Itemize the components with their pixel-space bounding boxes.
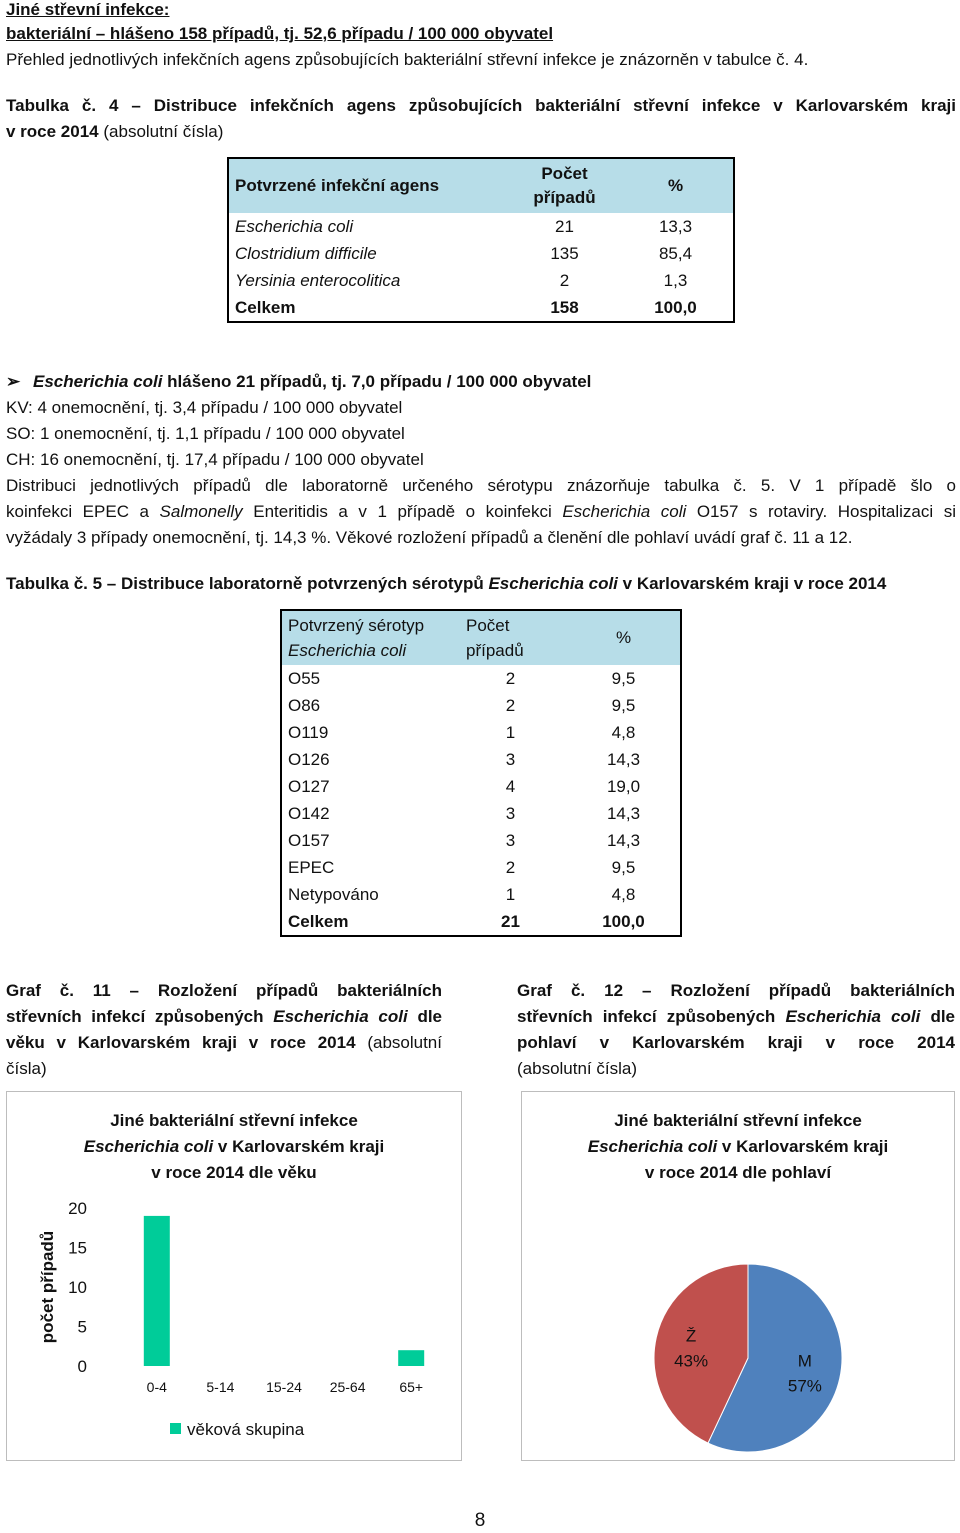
bullet-arrow-icon: ➢ [6,372,21,391]
ecoli-line-kv: KV: 4 onemocnění, tj. 3,4 případu / 100 000 obyvatel [6,398,403,417]
table5 [280,609,682,937]
table5-count: 2 [505,668,516,688]
table4-pct: 1,3 [663,270,688,290]
age-bar-chart [6,1091,462,1461]
table4-pct: 85,4 [658,243,693,263]
table5-count: 1 [505,722,516,742]
table-row [281,773,681,800]
table5-pct: 4,8 [611,884,636,904]
table5-serotype: EPEC [288,857,335,877]
table4-total-count: 158 [550,297,579,317]
table4-count: 2 [559,270,570,290]
table-row [228,240,734,267]
pie-slice-label: Ž [685,1326,697,1346]
table5-count: 3 [505,830,516,850]
x-tick-label: 5-14 [206,1379,235,1395]
legend-label: věková skupina [187,1420,305,1439]
table5-header-pct: % [615,628,632,647]
table-row [281,665,681,692]
table4-header-count: Počet případů [533,164,596,207]
ecoli-para1: Distribuci jednotlivých případů dle laboratorně určeného sérotypu znázorňuje tabulka č. 5. V 1 případě šlo o [6,476,956,495]
pie-slice-label: M [797,1351,812,1371]
table5-pct: 14,3 [606,749,641,769]
x-tick-label: 0-4 [146,1379,167,1395]
sex-chart-plot [522,1092,954,1460]
table5-count: 3 [505,749,516,769]
table5-pct: 9,5 [611,695,636,715]
table5-caption-end: v Karlovarském kraji v roce 2014 [622,574,887,593]
table5-pct: 14,3 [606,830,641,850]
table-row [281,854,681,881]
table4 [227,157,735,323]
y-tick-label: 0 [77,1357,87,1376]
overview-text: Přehled jednotlivých infekčních agens způsobujících bakteriální střevní infekce je znázorněn v tabulce č. 4. [6,50,809,69]
y-tick-label: 15 [68,1238,87,1258]
table5-serotype: O127 [288,776,330,796]
table4-caption-label: Tabulka č. 4 [6,96,119,115]
table5-header-count: Počet případů [466,616,524,660]
table5-pct: 9,5 [611,857,636,877]
table4-caption-line2 [6,122,223,142]
table4-total-label: Celkem [235,297,296,317]
legend-swatch [170,1423,181,1434]
table4-header-pct: % [667,176,684,195]
y-tick-label: 10 [68,1278,87,1297]
table-row [281,719,681,746]
ecoli-line-so: SO: 1 onemocnění, tj. 1,1 případu / 100 000 obyvatel [6,424,405,443]
ecoli-title-organism: Escherichia coli [32,372,163,391]
table-row [281,881,681,908]
table4-caption-note: (absolutní čísla) [103,122,224,141]
pie-slice-value: 57% [787,1376,822,1396]
table4-header-agent: Potvrzené infekční agens [235,176,440,195]
table4-total-row [228,294,734,322]
table5-count: 2 [505,695,516,715]
graf12-caption: Graf č. 12 – Rozložení případů bakteriálních střevních infekcí způsobených Escherichia coli dle pohlaví v Karlovarském kraji v roce 2014 (absolutní čísla) [517,981,955,1078]
bar [398,1350,424,1366]
table5-serotype: O119 [288,722,329,742]
table5-caption-text: – Distribuce laboratorně potvrzených sérotypů [106,574,484,593]
y-tick-label: 5 [77,1317,87,1337]
table-row [228,267,734,294]
table5-caption-organism: Escherichia coli [488,574,618,593]
bar [144,1216,170,1366]
table5-serotype: O126 [288,749,330,769]
table5-serotype: O157 [288,830,330,850]
pie-slice-value: 43% [674,1351,709,1371]
table4-count: 21 [555,216,574,236]
table-row [228,213,734,240]
table4-caption-year: v roce 2014 [6,122,99,141]
page-number: 8 [474,1510,486,1531]
table5-count: 1 [505,884,516,904]
y-axis-label: počet případů [38,1230,57,1344]
table5-total-row [281,908,681,936]
table5-total-pct: 100,0 [602,911,645,931]
section-heading: Jiné střevní infekce: [6,0,170,19]
table-row [281,746,681,773]
table5-serotype: O86 [288,695,321,715]
ecoli-para2: koinfekci EPEC a Salmonelly Enteritidis a v 1 případě o koinfekci Escherichia coli O157 s rotaviry. Hospitalizaci si [6,502,956,521]
table5-header-serotype: Potvrzený sérotyp Escherichia coli [288,616,425,660]
table5-total-count: 21 [501,911,520,931]
sex-pie-chart [521,1091,955,1461]
table4-header-row [228,158,734,213]
table-row [281,692,681,719]
table4-agent: Escherichia coli [235,216,354,236]
ecoli-title [6,372,591,392]
table4-agent: Yersinia enterocolitica [235,270,401,290]
table5-count: 3 [505,803,516,823]
table5-count: 2 [505,857,516,877]
table-row [281,827,681,854]
table5-pct: 14,3 [606,803,641,823]
table4-count: 135 [550,243,579,263]
age-chart-title: Jiné bakteriální střevní infekce Escherichia coli v Karlovarském kraji v roce 2014 dle věku [83,1111,385,1182]
x-tick-label: 15-24 [266,1379,302,1395]
section-subheading: bakteriální – hlášeno 158 případů, tj. 52,6 případu / 100 000 obyvatel [6,24,554,43]
table5-total-label: Celkem [288,911,349,931]
table4-total-pct: 100,0 [654,297,697,317]
table5-header-row [281,610,681,665]
table4-caption-text: – Distribuce infekčních agens způsobujících bakteriální střevní infekce v Karlovarském kraji [131,96,956,115]
table5-serotype: O142 [288,803,330,823]
ecoli-line-ch: CH: 16 onemocnění, tj. 17,4 případu / 100 000 obyvatel [6,450,424,469]
x-tick-label: 65+ [399,1379,424,1395]
table4-pct: 13,3 [658,216,693,236]
graf11-caption: Graf č. 11 – Rozložení případů bakteriálních střevních infekcí způsobených Escherichia coli dle věku v Karlovarském kraji v roce 2014 (absolutní čísla) [6,981,442,1078]
table5-pct: 9,5 [611,668,636,688]
table5-caption-label: Tabulka č. 5 [6,574,103,593]
ecoli-title-rest: hlášeno 21 případů, tj. 7,0 případu / 100 000 obyvatel [167,372,592,391]
sex-chart-title: Jiné bakteriální střevní infekce Escherichia coli v Karlovarském kraji v roce 2014 dle pohlaví [587,1111,889,1182]
table5-pct: 19,0 [606,776,641,796]
age-chart-plot [7,1092,461,1460]
table5-pct: 4,8 [611,722,636,742]
x-tick-label: 25-64 [329,1379,366,1395]
ecoli-para3: vyžádaly 3 případy onemocnění, tj. 14,3 %. Věkové rozložení případů a členění dle pohlaví uvádí graf č. 11 a 12. [6,528,853,547]
table4-caption [6,96,956,116]
table5-serotype: O55 [288,668,321,688]
table5-serotype: Netypováno [288,884,379,904]
table4-agent: Clostridium difficile [235,243,377,263]
table-row [281,800,681,827]
table5-count: 4 [505,776,516,796]
table5-caption [6,574,886,594]
y-tick-label: 20 [68,1199,87,1218]
